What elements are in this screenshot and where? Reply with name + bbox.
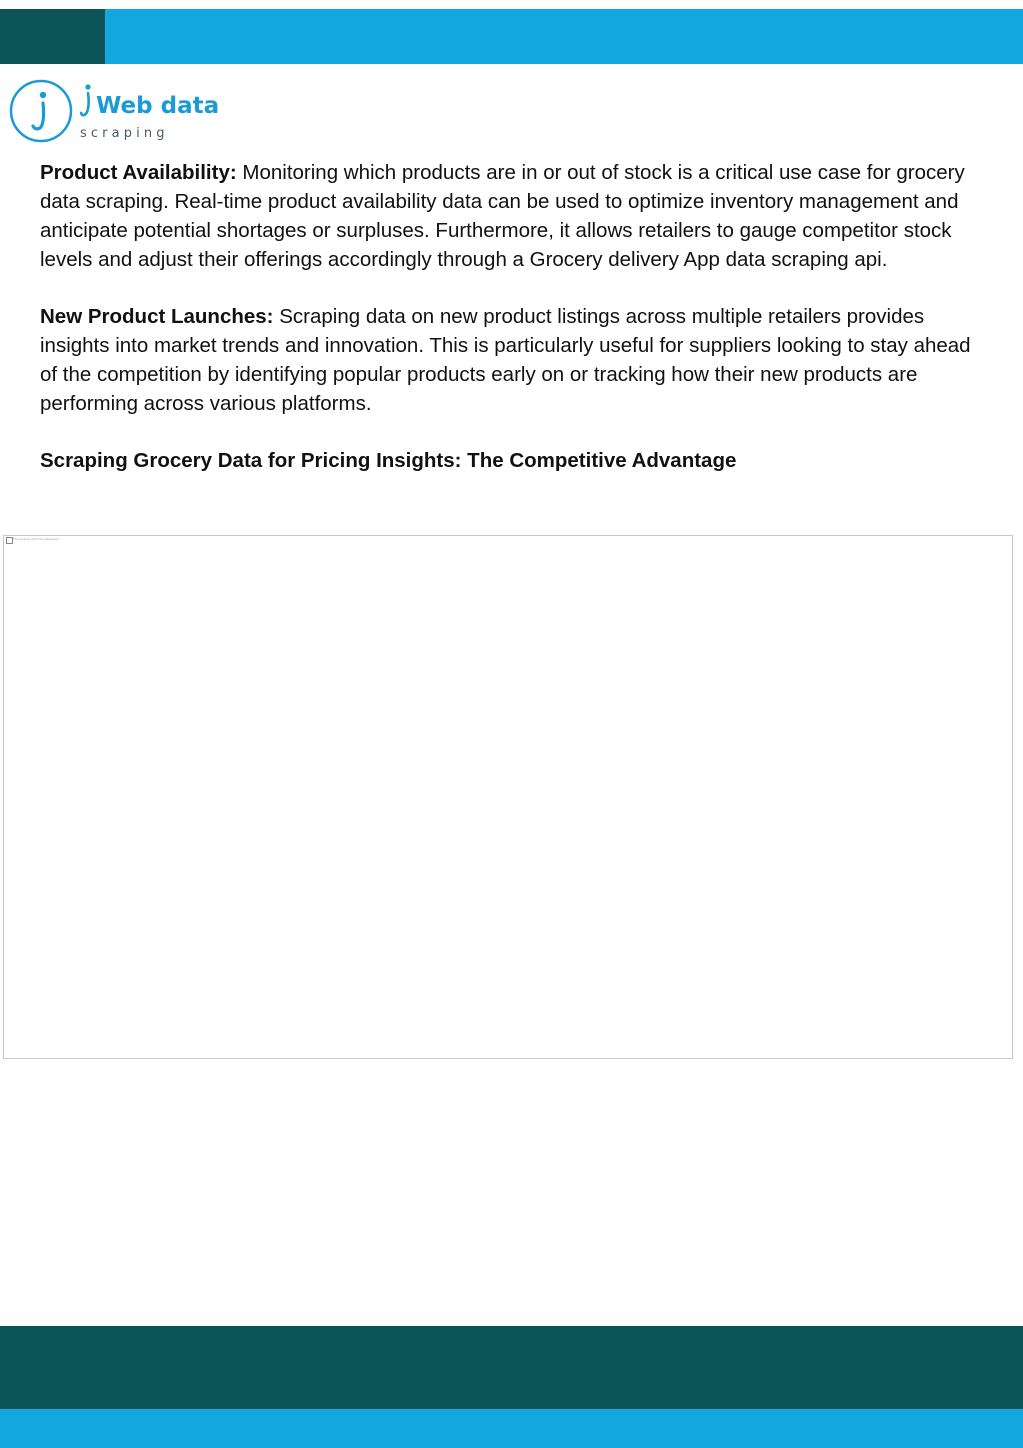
header-bar-main xyxy=(105,9,1023,64)
logo-brand-bottom: s c r a p i n g xyxy=(80,126,165,141)
paragraph-label: New Product Launches: xyxy=(40,305,274,328)
logo-wordmark xyxy=(80,80,230,144)
paragraph-product-availability xyxy=(40,158,990,274)
brand-logo xyxy=(8,74,238,148)
footer-bar-dark xyxy=(0,1326,1023,1409)
paragraph-text: Monitoring which products are in or out of stock is a critical use case for grocery data scraping. Real-time product availability data can be used to optimize inventory management and anticipate potential shortages or surpluses. Furthermore, it allows retailers to gauge competitor stock levels and adjust their offerings accordingly through a Grocery delivery App data scraping api. xyxy=(40,161,965,271)
section-heading: Scraping Grocery Data for Pricing Insights: The Competitive Advantage xyxy=(40,449,737,472)
image-alt-text: The picture can't be displayed. xyxy=(13,537,60,541)
broken-image-icon xyxy=(6,537,13,544)
paragraph-label: Product Availability: xyxy=(40,161,237,184)
logo-brand-top: Web data xyxy=(96,93,220,119)
j-circle-logo-icon xyxy=(8,78,74,144)
header-bar xyxy=(0,9,1023,64)
image-placeholder xyxy=(3,535,1013,1059)
header-bar-accent xyxy=(0,9,105,64)
footer-bar-light xyxy=(0,1409,1023,1448)
paragraph-new-product-launches xyxy=(40,302,990,418)
article-body xyxy=(40,158,990,475)
paragraph-text: Scraping data on new product listings across multiple retailers provides insights into market trends and innovation. This is particularly useful for suppliers looking to stay ahead of the competition by identifying popular products early on or tracking how their new products are performing across various platforms. xyxy=(40,305,971,415)
